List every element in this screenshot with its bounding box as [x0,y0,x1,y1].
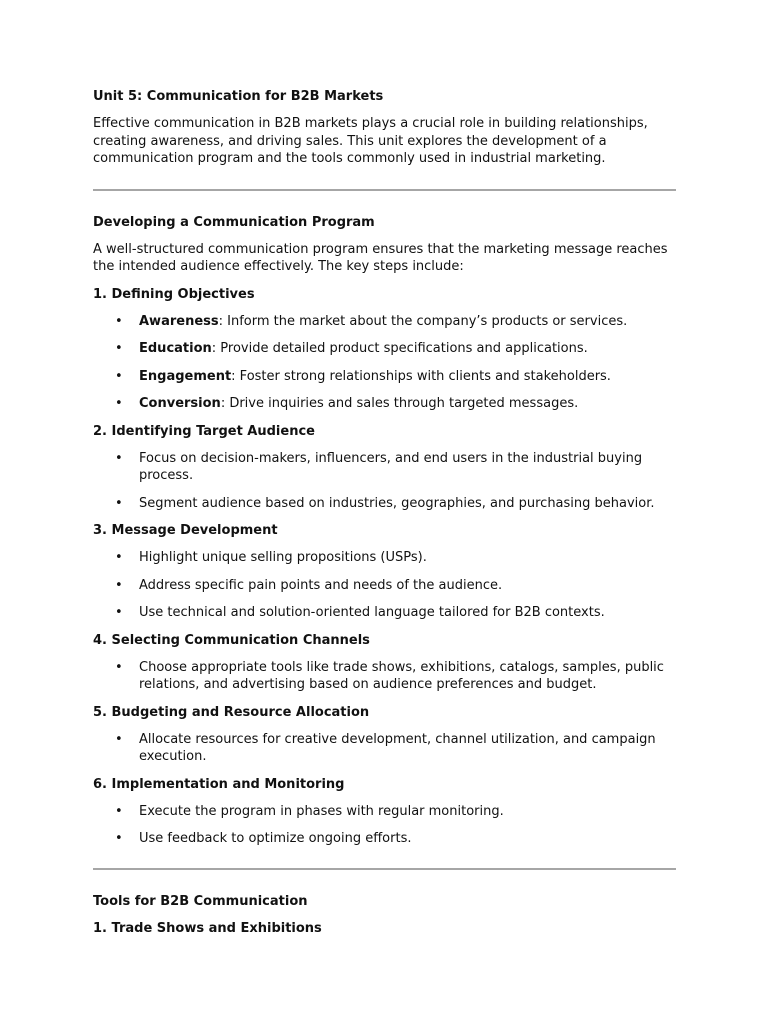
bullet-dot-icon: • [115,605,123,620]
bullet-term: Conversion [139,396,221,411]
list-item [93,395,676,413]
bullet-dot-icon: • [115,341,123,356]
bullet-dot-icon: • [115,450,123,466]
step-heading: 1. Defining Objectives [93,286,255,302]
bullet-dot-icon: • [115,577,123,593]
bullet-text: Use technical and solution-oriented language tailored for B2B contexts. [139,605,605,620]
bullet-list [93,313,676,413]
bullet-text: Choose appropriate tools like trade shows, exhibitions, catalogs, samples, public relations, and advertising based on audience preferences and budget. [139,659,664,692]
bullet-dot-icon: • [115,831,123,846]
bullet-term: Awareness [139,313,219,329]
bullet-dot-icon: • [115,731,123,747]
bullet-text: Focus on decision-makers, influencers, and end users in the industrial buying process. [139,450,643,483]
bullet-dot-icon: • [115,313,123,329]
step-heading: 4. Selecting Communication Channels [93,632,370,648]
bullet-list [93,659,676,694]
bullet-dot-icon: • [115,368,123,384]
bullet-text: : Drive inquiries and sales through targeted messages. [220,396,579,411]
step-heading: 2. Identifying Target Audience [93,423,315,439]
section-heading-tools: Tools for B2B Communication [93,893,308,909]
bullet-text: Highlight unique selling propositions (USPs). [139,550,427,565]
step-heading: 5. Budgeting and Resource Allocation [93,704,370,720]
step-heading-trade-shows: 1. Trade Shows and Exhibitions [93,920,322,936]
bullet-text: Execute the program in phases with regular monitoring. [139,803,504,819]
bullet-text: Use feedback to optimize ongoing efforts. [139,831,412,846]
bullet-list [93,450,676,513]
unit-intro: Effective communication in B2B markets plays a crucial role in building relationships, creating awareness, and driving sales. This unit explores the development of a communication program and the tools commonly used in industrial marketing. [93,116,648,166]
list-item [93,340,676,358]
section-divider [93,868,676,870]
bullet-dot-icon: • [115,550,123,565]
bullet-text: : Provide detailed product specifications and applications. [211,341,588,356]
bullet-dot-icon: • [115,659,123,675]
section-divider [93,189,676,191]
bullet-list [93,731,676,766]
step-heading: 3. Message Development [93,523,278,538]
bullet-text: Address specific pain points and needs of the audience. [139,577,503,593]
list-item [93,577,676,595]
steps-list [93,286,676,848]
list-item [93,549,676,567]
bullet-text: Allocate resources for creative development, channel utilization, and campaign execution. [139,731,656,764]
step-heading: 6. Implementation and Monitoring [93,776,345,792]
bullet-text: : Inform the market about the company’s products or services. [218,313,628,329]
bullet-dot-icon: • [115,495,123,511]
bullet-text: : Foster strong relationships with clients and stakeholders. [231,368,611,384]
list-item [93,803,676,821]
list-item [93,604,676,622]
list-item [93,368,676,386]
unit-title: Unit 5: Communication for B2B Markets [93,89,384,104]
bullet-dot-icon: • [115,803,123,819]
list-item [93,313,676,331]
bullet-dot-icon: • [115,396,123,411]
list-item [93,731,676,766]
bullet-text: Segment audience based on industries, geographies, and purchasing behavior. [139,495,655,511]
list-item [93,830,676,848]
list-item [93,450,676,485]
list-item [93,495,676,513]
section-heading-communication-program: Developing a Communication Program [93,214,375,230]
bullet-term: Education [139,341,212,356]
section-intro: A well-structured communication program ensures that the marketing message reaches the intended audience effectively. The key steps include: [93,241,668,274]
bullet-list [93,549,676,622]
list-item [93,659,676,694]
bullet-term: Engagement [139,368,232,384]
bullet-list [93,803,676,848]
